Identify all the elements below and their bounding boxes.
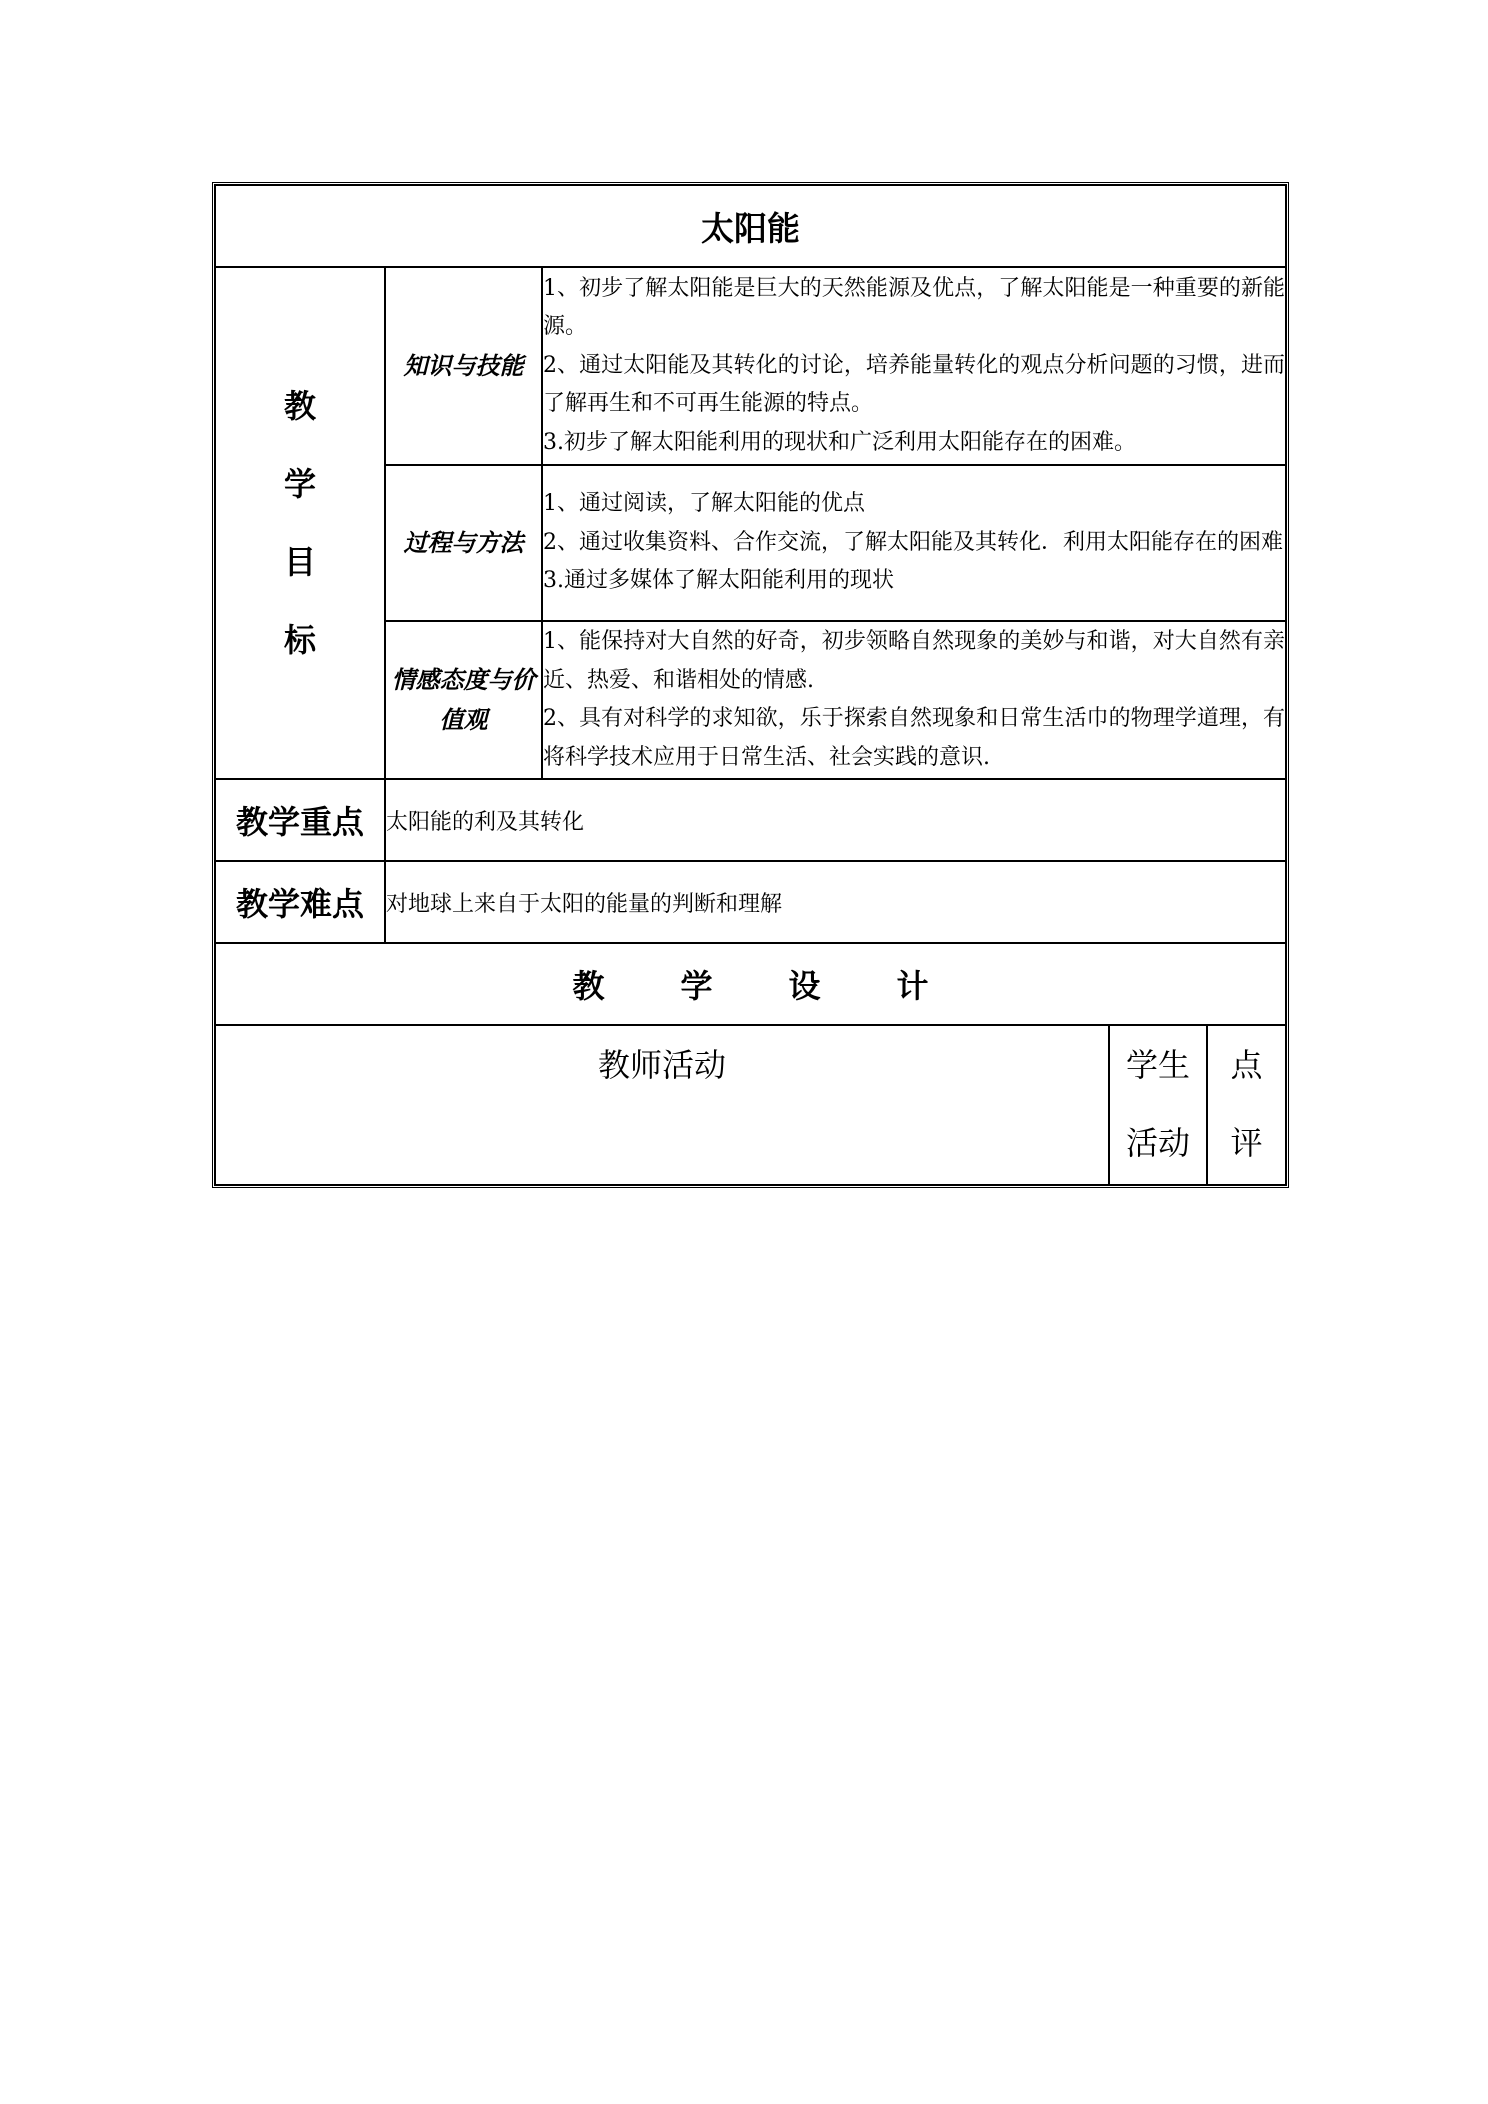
key-point-label: 教学重点	[215, 779, 385, 861]
student-activity-char: 学生	[1125, 1046, 1190, 1084]
goal-item: 1、能保持对大自然的好奇，初步领略自然现象的美妙与和谐，对大自然有亲近、热爱、和谐相处的情感.	[543, 629, 1286, 693]
review-header	[1207, 1025, 1286, 1185]
design-char: 学	[680, 967, 713, 1005]
goal-item: 2、具有对科学的求知欲，乐于探索自然现象和日常生活巾的物理学道理，有将科学技术应用于日常生活、社会实践的意识.	[543, 706, 1286, 770]
goal-category-label: 情感态度与价值观	[391, 666, 536, 734]
goal-category-process	[385, 465, 542, 621]
activities-row	[215, 1025, 1286, 1185]
goal-category-label: 过程与方法	[403, 529, 524, 557]
goal-category-knowledge	[385, 267, 542, 465]
goal-item: 1、通过阅读，了解太阳能的优点	[543, 491, 865, 517]
difficult-point-label: 教学难点	[215, 861, 385, 943]
difficult-point-row	[215, 861, 1286, 943]
design-char: 计	[896, 967, 929, 1005]
goal-category-label: 知识与技能	[403, 352, 524, 380]
review-char: 评	[1230, 1124, 1263, 1162]
design-char: 教	[572, 967, 605, 1005]
goal-item: 2、通过收集资料、合作交流，了解太阳能及其转化．利用太阳能存在的困难	[543, 529, 1283, 555]
key-point-row	[215, 779, 1286, 861]
design-row	[215, 943, 1286, 1025]
student-activity-char: 活动	[1125, 1124, 1190, 1162]
goal-row-knowledge	[215, 267, 1286, 465]
goal-item: 3.初步了解太阳能利用的现状和广泛利用太阳能存在的困难。	[543, 429, 1136, 455]
goals-label	[215, 267, 385, 779]
key-point-text: 太阳能的利及其转化	[385, 779, 1286, 861]
design-heading	[215, 943, 1286, 1025]
difficult-point-text: 对地球上来自于太阳的能量的判断和理解	[385, 861, 1286, 943]
goal-content-attitude	[542, 621, 1286, 779]
lesson-plan-table	[212, 182, 1289, 1188]
goal-content-knowledge	[542, 267, 1286, 465]
goals-label-char: 教	[283, 387, 316, 425]
goal-item: 1、初步了解太阳能是巨大的天然能源及优点，了解太阳能是一种重要的新能源。	[543, 275, 1286, 340]
design-char: 设	[788, 967, 821, 1005]
lesson-title: 太阳能	[215, 185, 1286, 267]
teacher-activity-header: 教师活动	[215, 1025, 1109, 1185]
review-char: 点	[1230, 1046, 1263, 1084]
goals-label-char: 学	[283, 465, 316, 503]
goal-item: 2、通过太阳能及其转化的讨论，培养能量转化的观点分析问题的习惯，进而了解再生和不可再生能源的特点。	[543, 352, 1286, 417]
goal-item: 3.通过多媒体了解太阳能利用的现状	[543, 568, 894, 594]
goals-label-char: 标	[283, 621, 316, 659]
student-activity-header	[1109, 1025, 1207, 1185]
goals-label-char: 目	[283, 543, 316, 581]
goal-category-attitude	[385, 621, 542, 779]
title-row	[215, 185, 1286, 267]
goal-content-process	[542, 465, 1286, 621]
